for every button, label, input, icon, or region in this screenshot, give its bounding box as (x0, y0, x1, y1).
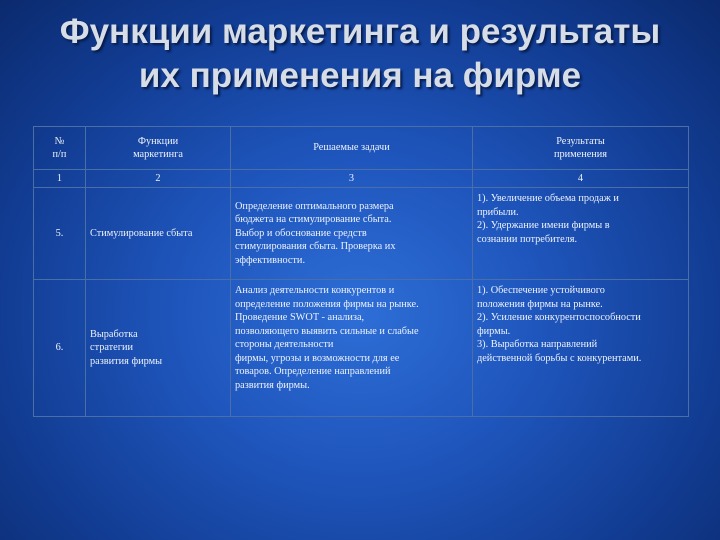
row-number: 6. (34, 280, 86, 417)
table-row (34, 188, 689, 280)
header-cell-results: Результаты применения (473, 127, 689, 170)
results-cell: 1). Увеличение объема продаж и прибыли. 2). Удержание имени фирмы в сознании потребителя. (473, 188, 689, 280)
title-line-1: Функции маркетинга и результаты (59, 12, 661, 51)
table-row (34, 280, 689, 417)
column-number-row (34, 170, 689, 188)
marketing-functions-table (33, 126, 689, 417)
header-cell-function: Функции маркетинга (86, 127, 231, 170)
title-line-2: их применения на фирме (138, 56, 582, 95)
function-cell: Выработка стратегии развития фирмы (86, 280, 231, 417)
row-number: 5. (34, 188, 86, 280)
slide-title (0, 10, 720, 98)
header-row (34, 127, 689, 170)
column-number: 3 (231, 170, 473, 188)
column-number: 4 (473, 170, 689, 188)
header-cell-number: № п/п (34, 127, 86, 170)
header-cell-tasks: Решаемые задачи (231, 127, 473, 170)
column-number: 2 (86, 170, 231, 188)
tasks-cell: Определение оптимального размера бюджета на стимулирование сбыта. Выбор и обоснование средств стимулирования сбыта. Проверка их эффективности. (231, 188, 473, 280)
tasks-cell: Анализ деятельности конкурентов и определение положения фирмы на рынке. Проведение SWOT - анализа, позволяющего выявить сильные и слабые стороны деятельности фирмы, угрозы и возможности для ее товаров. Определение направлений развития фирмы. (231, 280, 473, 417)
function-cell: Стимулирование сбыта (86, 188, 231, 280)
column-number: 1 (34, 170, 86, 188)
results-cell: 1). Обеспечение устойчивого положения фирмы на рынке. 2). Усиление конкурентоспособности фирмы. 3). Выработка направлений действенной борьбы с конкурентами. (473, 280, 689, 417)
